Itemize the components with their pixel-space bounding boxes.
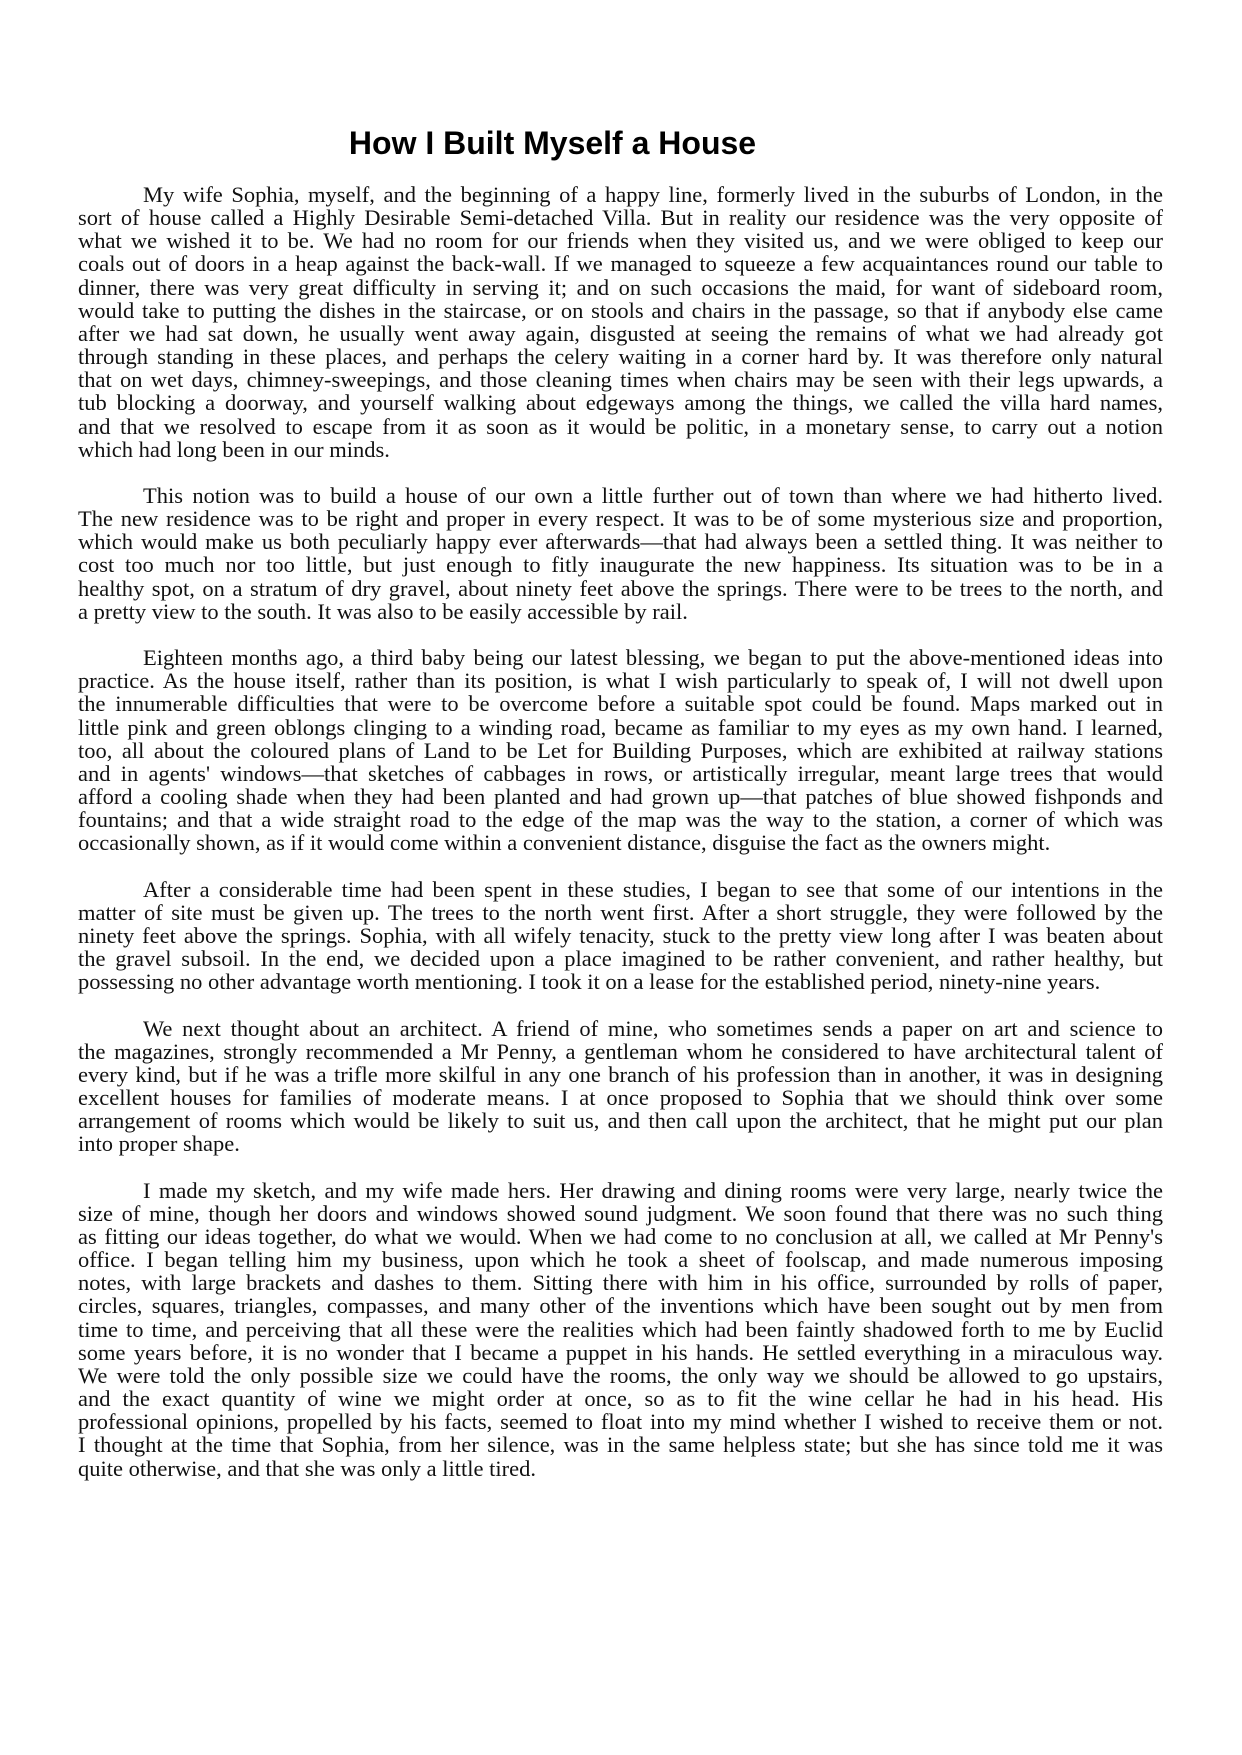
paragraph-4 (78, 878, 1163, 994)
text-line: ninety feet above the springs. Sophia, with all wifely tenacity, stuck to the pretty view long after I was beaten about (78, 922, 1163, 948)
text-line: some years before, it is no wonder that I became a puppet in his hands. He settled everything in a miraculous way. (78, 1339, 1163, 1365)
text-line: excellent houses for families of moderate means. I at once proposed to Sophia that we should think over some (78, 1085, 1163, 1111)
text-line: which had long been in our minds. (78, 436, 390, 462)
paragraph-2 (78, 484, 1163, 623)
text-line: healthy spot, on a stratum of dry gravel, about ninety feet above the springs. There were to be trees to the north, and (78, 575, 1163, 601)
text-line: arrangement of rooms which would be likely to suit us, and then call upon the architect, that he might put our plan (78, 1108, 1163, 1134)
text-line: and that we resolved to escape from it as soon as it would be politic, in a monetary sense, to carry out a notion (78, 413, 1163, 439)
text-line: possessing no other advantage worth mentioning. I took it on a lease for the established period, ninety-nine years. (78, 969, 1101, 995)
text-line: practice. As the house itself, rather than its position, is what I wish particularly to speak of, I will not dwell upon (78, 668, 1163, 694)
text-line: the innumerable difficulties that were to be overcome before a suitable spot could be found. Maps marked out in (78, 691, 1163, 717)
text-line: after we had sat down, he usually went away again, disgusted at seeing the remains of what we had already got (78, 320, 1163, 346)
text-line: matter of site must be given up. The trees to the north went first. After a short struggle, they were followed by the (78, 899, 1163, 925)
text-line: and in agents' windows—that sketches of cabbages in rows, or artistically irregular, meant large trees that would (78, 760, 1163, 786)
text-line: sort of house called a Highly Desirable Semi-detached Villa. But in reality our residence was the very opposite of (78, 205, 1163, 231)
text-line: My wife Sophia, myself, and the beginning of a happy line, formerly lived in the suburbs of London, in the (143, 182, 1163, 207)
text-line: would take to putting the dishes in the staircase, or on stools and chairs in the passage, so that if anybody else came (78, 297, 1163, 323)
text-line: dinner, there was very great difficulty in serving it; and on such occasions the maid, for want of sideboard room, (78, 274, 1163, 300)
paragraph-1 (78, 183, 1163, 461)
paragraph-3 (78, 646, 1163, 854)
paragraph-5 (78, 1017, 1163, 1156)
text-line: a pretty view to the south. It was also to be easily accessible by rail. (78, 598, 688, 624)
text-line: After a considerable time had been spent in these studies, I began to see that some of our intentions in the (143, 876, 1163, 902)
text-line: quite otherwise, and that she was only a little tired. (78, 1455, 537, 1481)
text-line: We next thought about an architect. A friend of mine, who sometimes sends a paper on art and science to (143, 1015, 1163, 1041)
text-line: afford a cooling shade when they had been planted and had grown up—that patches of blue showed fishponds and (78, 784, 1163, 810)
text-line: little pink and green oblongs clinging to a winding road, became as familiar to my eyes as my own hand. I learned, (78, 714, 1163, 740)
text-line: time to time, and perceiving that all these were the realities which had been faintly shadowed forth to me by Euclid (78, 1316, 1163, 1342)
text-line: every kind, but if he was a trifle more skilful in any one branch of his profession than in another, it was in designing (78, 1061, 1163, 1087)
text-line: which would make us both peculiarly happy ever afterwards—that had always been a settled thing. It was neither to (78, 529, 1163, 555)
text-line: professional opinions, propelled by his facts, seemed to float into my mind whether I wished to receive them or not. (78, 1409, 1163, 1435)
text-line: tub blocking a doorway, and yourself walking about edgeways among the things, we called the villa hard names, (78, 390, 1163, 416)
text-line: office. I began telling him my business, upon which he took a sheet of foolscap, and made numerous imposing (78, 1247, 1163, 1273)
text-line: the magazines, strongly recommended a Mr Penny, a gentleman whom he considered to have architectural talent of (78, 1038, 1163, 1064)
text-line: This notion was to build a house of our own a little further out of town than where we had hitherto lived. (143, 483, 1163, 509)
text-line: fountains; and that a wide straight road to the edge of the map was the way to the station, a corner of which was (78, 807, 1163, 833)
text-line: Eighteen months ago, a third baby being our latest blessing, we began to put the above-mentioned ideas into (143, 645, 1163, 671)
text-line: The new residence was to be right and proper in every respect. It was to be of some mysterious size and proportion, (78, 506, 1163, 532)
text-line: I thought at the time that Sophia, from her silence, was in the same helpless state; but she has since told me it was (78, 1432, 1163, 1458)
text-line: We were told the only possible size we could have the rooms, the only way we should be allowed to go upstairs, (78, 1362, 1163, 1388)
text-line: that on wet days, chimney-sweepings, and those cleaning times when chairs may be seen with their legs upwards, a (78, 367, 1163, 393)
text-line: too, all about the coloured plans of Land to be Let for Building Purposes, which are exhibited at railway stations (78, 737, 1163, 763)
text-line: cost too much nor too little, but just enough to fitly inaugurate the new happiness. Its situation was to be in a (78, 552, 1163, 578)
text-line: the gravel subsoil. In the end, we decided upon a place imagined to be rather convenient, and rather healthy, but (78, 946, 1163, 972)
text-line: circles, squares, triangles, compasses, and many other of the inventions which have been sought out by men from (78, 1293, 1163, 1319)
text-line: as fitting our ideas together, do what we would. When we had come to no conclusion at all, we called at Mr Penny's (78, 1223, 1163, 1249)
text-line: size of mine, though her doors and windows showed sound judgment. We soon found that there was no such thing (78, 1200, 1163, 1226)
text-line: through standing in these places, and perhaps the celery waiting in a corner hard by. It was therefore only natural (78, 344, 1163, 370)
text-line: I made my sketch, and my wife made hers. Her drawing and dining rooms were very large, nearly twice the (143, 1177, 1163, 1203)
document-body (78, 183, 1163, 1503)
text-line: notes, with large brackets and dashes to them. Sitting there with him in his office, surrounded by rolls of paper, (78, 1270, 1163, 1296)
text-line: and the exact quantity of wine we might order at once, so as to fit the wine cellar he had in his head. His (78, 1386, 1163, 1412)
text-line: what we wished it to be. We had no room for our friends when they visited us, and we were obliged to keep our (78, 228, 1163, 254)
text-line: occasionally shown, as if it would come within a convenient distance, disguise the fact as the owners might. (78, 830, 1051, 856)
text-line: coals out of doors in a heap against the back-wall. If we managed to squeeze a few acquaintances round our table to (78, 251, 1163, 277)
text-line: into proper shape. (78, 1131, 240, 1157)
document-title: How I Built Myself a House (348, 125, 757, 161)
paragraph-6 (78, 1179, 1163, 1480)
